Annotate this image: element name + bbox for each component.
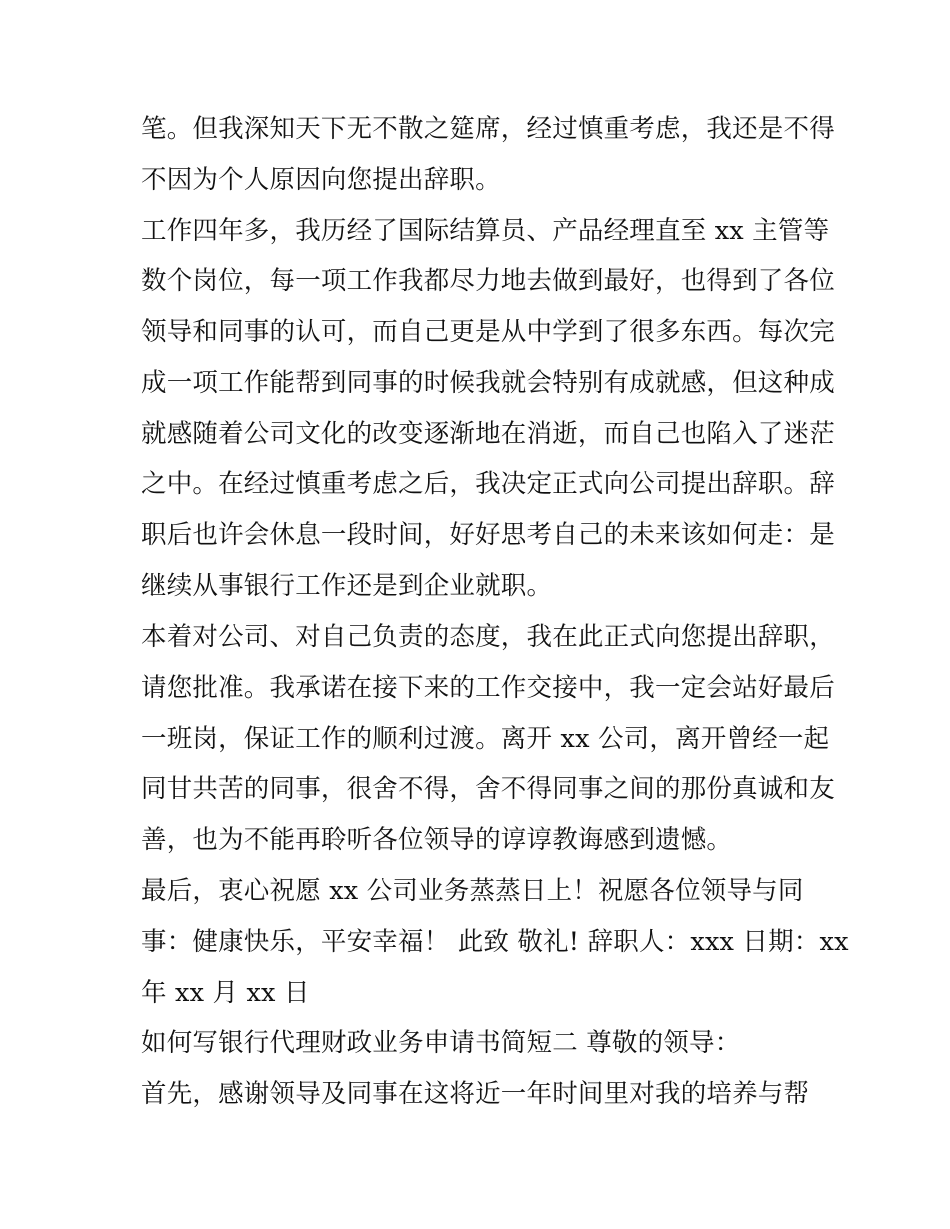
text-line: 笔。但我深知天下无不散之筵席，经过慎重考虑，我还是不得 — [141, 114, 835, 144]
text-line: 数个岗位，每一项工作我都尽力地去做到最好，也得到了各位 — [141, 266, 835, 296]
text-line: 不因为个人原因向您提出辞职。 — [141, 165, 501, 195]
text-line: 最后，衷心祝愿 xx 公司业务蒸蒸日上！祝愿各位领导与同 — [141, 876, 804, 906]
text-line: 成一项工作能帮到同事的时候我就会特别有成就感，但这种成 — [141, 368, 835, 398]
text-line: 继续从事银行工作还是到企业就职。 — [141, 571, 553, 601]
text-line: 同甘共苦的同事，很舍不得，舍不得同事之间的那份真诚和友 — [141, 774, 835, 804]
text-line: 领导和同事的认可，而自己更是从中学到了很多东西。每次完 — [141, 317, 835, 347]
text-line: 就感随着公司文化的改变逐渐地在消逝，而自己也陷入了迷茫 — [141, 419, 835, 449]
text-line: 职后也许会休息一段时间，好好思考自己的未来该如何走：是 — [141, 520, 835, 550]
text-line: 事：健康快乐，平安幸福！ 此致 敬礼! 辞职人：xxx 日期：xx — [141, 927, 849, 957]
text-line: 首先，感谢领导及同事在这将近一年时间里对我的培养与帮 — [141, 1079, 810, 1109]
text-line: 年 xx 月 xx 日 — [141, 978, 310, 1008]
text-line: 之中。在经过慎重考虑之后，我决定正式向公司提出辞职。辞 — [141, 469, 835, 499]
text-line: 如何写银行代理财政业务申请书简短二 尊敬的领导： — [141, 1028, 741, 1058]
text-line: 一班岗，保证工作的顺利过渡。离开 xx 公司，离开曾经一起 — [141, 724, 830, 754]
text-line: 请您批准。我承诺在接下来的工作交接中，我一定会站好最后 — [141, 673, 835, 703]
text-line: 善，也为不能再聆听各位领导的谆谆教诲感到遗憾。 — [141, 825, 733, 855]
text-line: 本着对公司、对自己负责的态度，我在此正式向您提出辞职， — [141, 622, 835, 652]
text-line: 工作四年多，我历经了国际结算员、产品经理直至 xx 主管等 — [141, 216, 830, 246]
